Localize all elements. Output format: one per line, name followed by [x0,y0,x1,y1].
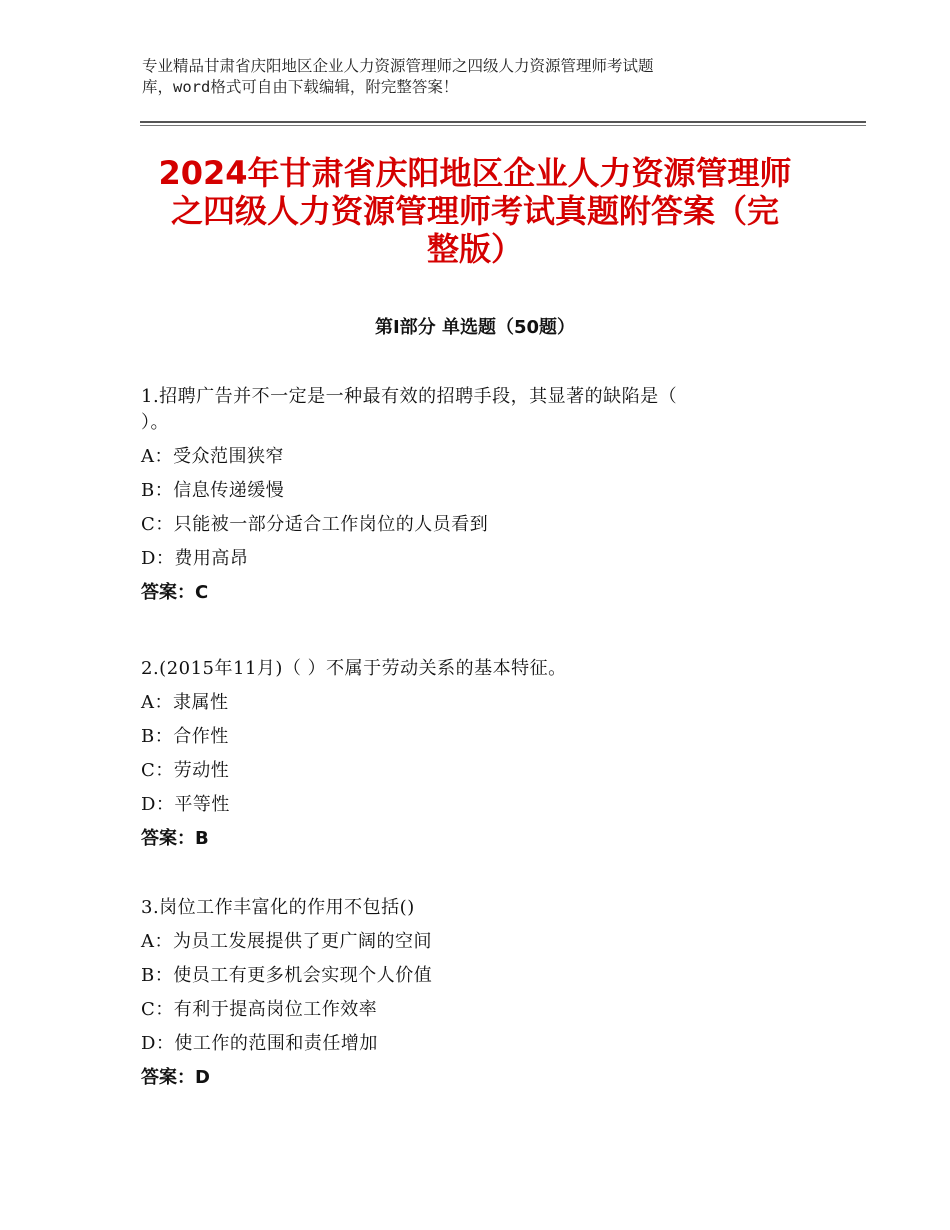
option-b: B：使员工有更多机会实现个人价值 [141,965,433,986]
option-a: A：受众范围狭窄 [141,446,284,467]
question-stem [141,895,791,921]
option-a: A：为员工发展提供了更广阔的空间 [141,931,432,952]
document-title [120,154,830,268]
question-stem-line-1: 2.(2015年11月)（ ）不属于劳动关系的基本特征。 [141,658,567,679]
option-d: D：费用高昂 [141,548,249,569]
header-note-line-1: 专业精品甘肃省庆阳地区企业人力资源管理师之四级人力资源管理师考试题 [142,57,654,75]
question-3 [141,895,791,1099]
question-stem [141,384,791,436]
option-a: A：隶属性 [141,692,229,713]
answer: 答案：D [141,1067,210,1088]
option-d: D：平等性 [141,794,230,815]
question-stem-line-1: 3.岗位工作丰富化的作用不包括() [141,897,415,918]
section-title: 第Ⅰ部分 单选题（50题） [374,317,575,338]
document-title-line-1: 2024年甘肃省庆阳地区企业人力资源管理师 [158,154,792,192]
header-divider-thin [140,125,866,126]
answer: 答案：C [141,582,209,603]
option-b: B：合作性 [141,726,229,747]
header-note [142,56,782,98]
header-note-line-2: 库，word格式可自由下载编辑，附完整答案！ [142,78,459,96]
answer: 答案：B [141,828,209,849]
option-b: B：信息传递缓慢 [141,480,285,501]
question-2 [141,656,791,860]
option-c: C：劳动性 [141,760,230,781]
option-c: C：只能被一部分适合工作岗位的人员看到 [141,514,489,535]
document-title-line-2: 之四级人力资源管理师考试真题附答案（完 [170,192,779,230]
option-d: D：使工作的范围和责任增加 [141,1033,378,1054]
question-1 [141,384,791,614]
document-title-line-3: 整版） [426,230,523,268]
header-divider-thick [140,121,866,123]
question-stem [141,656,791,682]
option-c: C：有利于提高岗位工作效率 [141,999,378,1020]
question-stem-line-1: 1.招聘广告并不一定是一种最有效的招聘手段，其显著的缺陷是（ [141,386,678,407]
question-stem-line-2: ）。 [141,412,169,433]
